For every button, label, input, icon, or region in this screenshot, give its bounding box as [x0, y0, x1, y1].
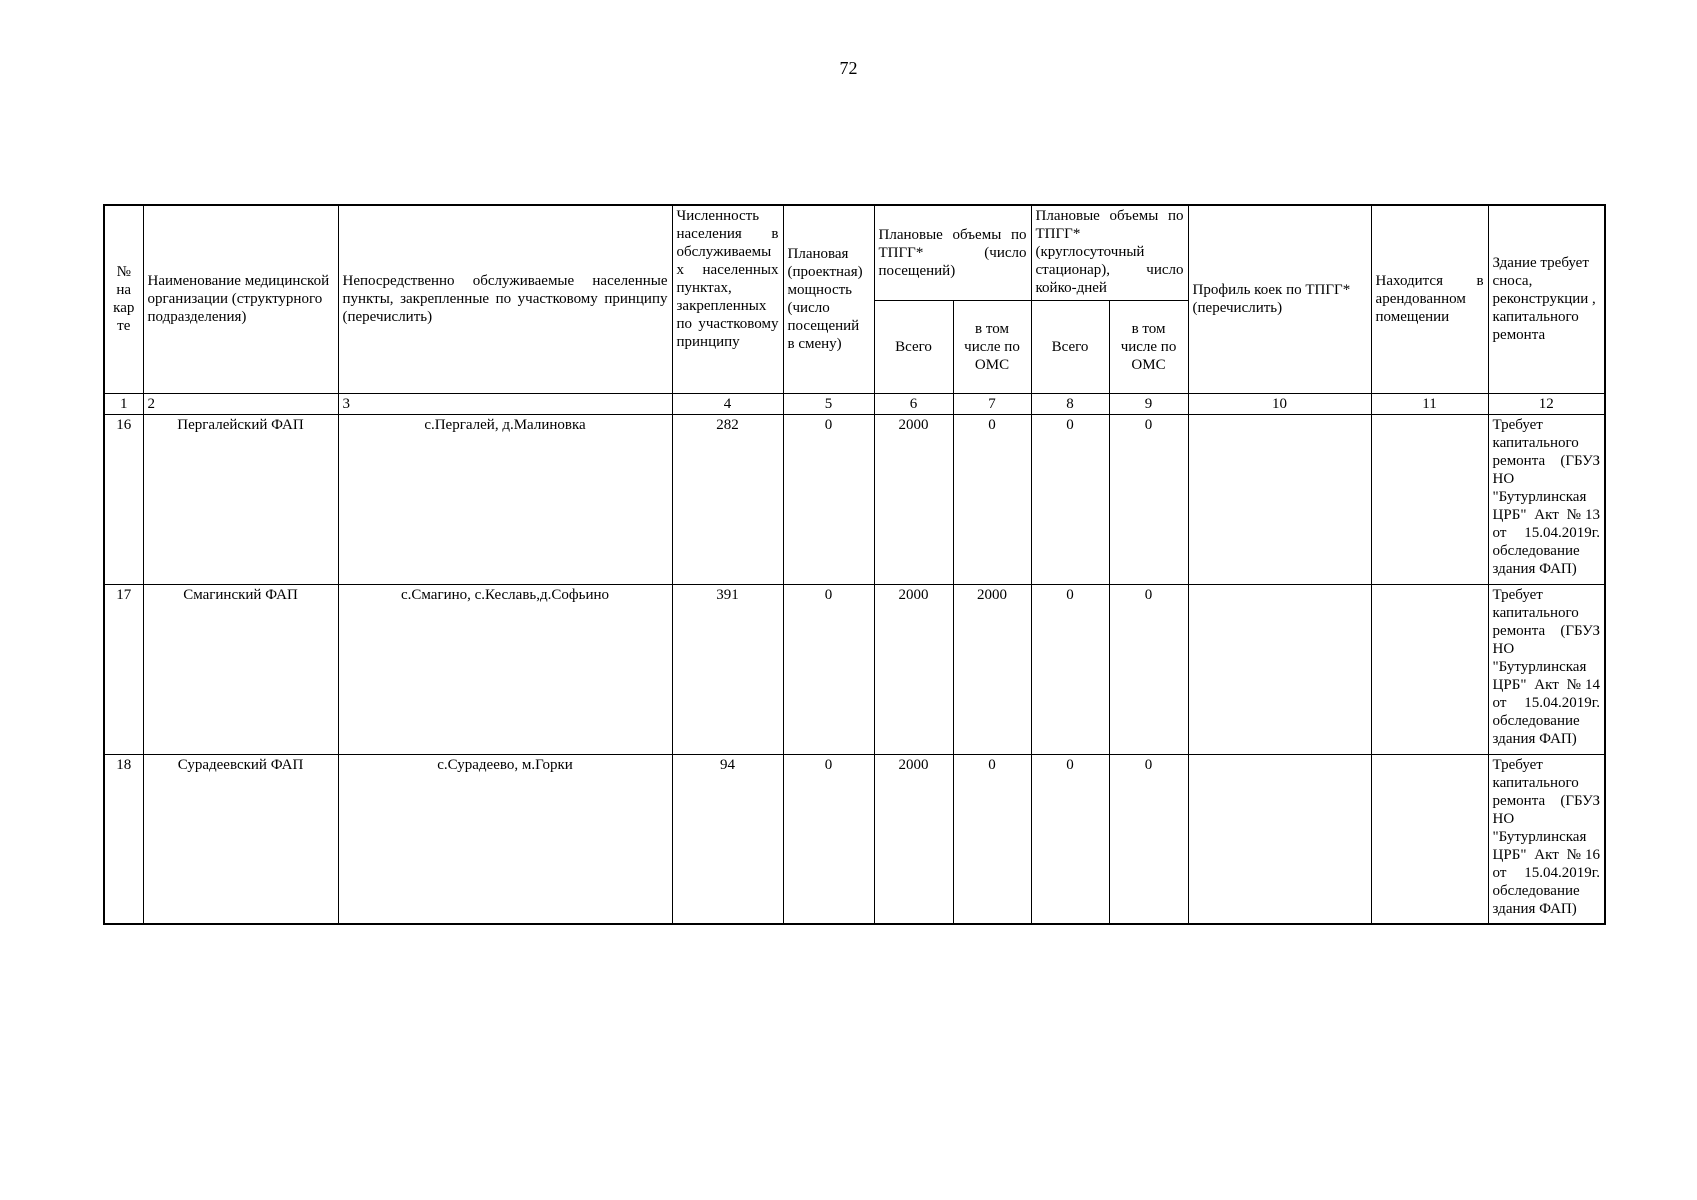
row-bed-profile [1188, 584, 1371, 754]
row-visits-oms: 2000 [953, 584, 1031, 754]
row-settlements: с.Сурадеево, м.Горки [338, 754, 672, 924]
header-num: № на кар те [104, 205, 143, 393]
header-visits-total: Всего [874, 300, 953, 393]
row-num: 18 [104, 754, 143, 924]
row-num: 16 [104, 414, 143, 584]
header-settlements: Непосредственно обслуживаемые населенные пункты, закрепленные по участковому принципу (перечислить) [338, 205, 672, 393]
row-building: Требует капитального ремонта (ГБУЗ НО "Бутурлинская ЦРБ" Акт №13 от 15.04.2019г. обследование здания ФАП) [1488, 414, 1605, 584]
colnum-5: 5 [783, 393, 874, 414]
header-visits-oms: в том числе по ОМС [953, 300, 1031, 393]
row-settlements: с.Пергалей, д.Малиновка [338, 414, 672, 584]
fap-table [103, 204, 1606, 925]
row-beddays-oms: 0 [1109, 754, 1188, 924]
row-capacity: 0 [783, 584, 874, 754]
colnum-4: 4 [672, 393, 783, 414]
row-beddays-oms: 0 [1109, 584, 1188, 754]
row-population: 391 [672, 584, 783, 754]
header-org-name: Наименование медицинской организации (структурного подразделения) [143, 205, 338, 393]
table-row [104, 584, 1605, 754]
colnum-10: 10 [1188, 393, 1371, 414]
header-beddays-oms: в том числе по ОМС [1109, 300, 1188, 393]
row-population: 94 [672, 754, 783, 924]
row-rented [1371, 414, 1488, 584]
colnum-12: 12 [1488, 393, 1605, 414]
row-org-name: Пергалейский ФАП [143, 414, 338, 584]
table-row [104, 754, 1605, 924]
row-building: Требует капитального ремонта (ГБУЗ НО "Бутурлинская ЦРБ" Акт №14 от 15.04.2019г. обследование здания ФАП) [1488, 584, 1605, 754]
row-num: 17 [104, 584, 143, 754]
colnum-6: 6 [874, 393, 953, 414]
row-building: Требует капитального ремонта (ГБУЗ НО "Бутурлинская ЦРБ" Акт №16 от 15.04.2019г. обследование здания ФАП) [1488, 754, 1605, 924]
row-population: 282 [672, 414, 783, 584]
header-building: Здание требует сноса, реконструкции , капитального ремонта [1488, 205, 1605, 393]
row-visits-total: 2000 [874, 584, 953, 754]
row-settlements: с.Смагино, с.Кеславь,д.Софьино [338, 584, 672, 754]
row-org-name: Смагинский ФАП [143, 584, 338, 754]
header-beddays-total: Всего [1031, 300, 1109, 393]
table-row [104, 414, 1605, 584]
row-rented [1371, 754, 1488, 924]
row-visits-total: 2000 [874, 754, 953, 924]
row-capacity: 0 [783, 414, 874, 584]
row-bed-profile [1188, 414, 1371, 584]
header-bed-profile: Профиль коек по ТПГГ* (перечислить) [1188, 205, 1371, 393]
row-bed-profile [1188, 754, 1371, 924]
colnum-2: 2 [143, 393, 338, 414]
row-org-name: Сурадеевский ФАП [143, 754, 338, 924]
header-capacity: Плановая (проектная) мощность (число посещений в смену) [783, 205, 874, 393]
row-beddays-total: 0 [1031, 754, 1109, 924]
page-number: 72 [839, 58, 858, 78]
colnum-7: 7 [953, 393, 1031, 414]
row-rented [1371, 584, 1488, 754]
row-capacity: 0 [783, 754, 874, 924]
row-beddays-total: 0 [1031, 414, 1109, 584]
header-rented: Находится в арендованном помещении [1371, 205, 1488, 393]
column-numbers-row [104, 393, 1605, 414]
colnum-11: 11 [1371, 393, 1488, 414]
colnum-8: 8 [1031, 393, 1109, 414]
row-visits-oms: 0 [953, 414, 1031, 584]
header-beddays-group: Плановые объемы по ТПГГ* (круглосуточный стационар), число койко-дней [1031, 205, 1188, 300]
row-visits-total: 2000 [874, 414, 953, 584]
colnum-9: 9 [1109, 393, 1188, 414]
row-beddays-total: 0 [1031, 584, 1109, 754]
colnum-1: 1 [104, 393, 143, 414]
header-population: Численность населения в обслуживаемых населенных пунктах, закрепленных по участковому принципу [672, 205, 783, 393]
row-visits-oms: 0 [953, 754, 1031, 924]
row-beddays-oms: 0 [1109, 414, 1188, 584]
header-row-1 [104, 205, 1605, 300]
colnum-3: 3 [338, 393, 672, 414]
header-visits-group: Плановые объемы по ТПГГ* (число посещений) [874, 205, 1031, 300]
